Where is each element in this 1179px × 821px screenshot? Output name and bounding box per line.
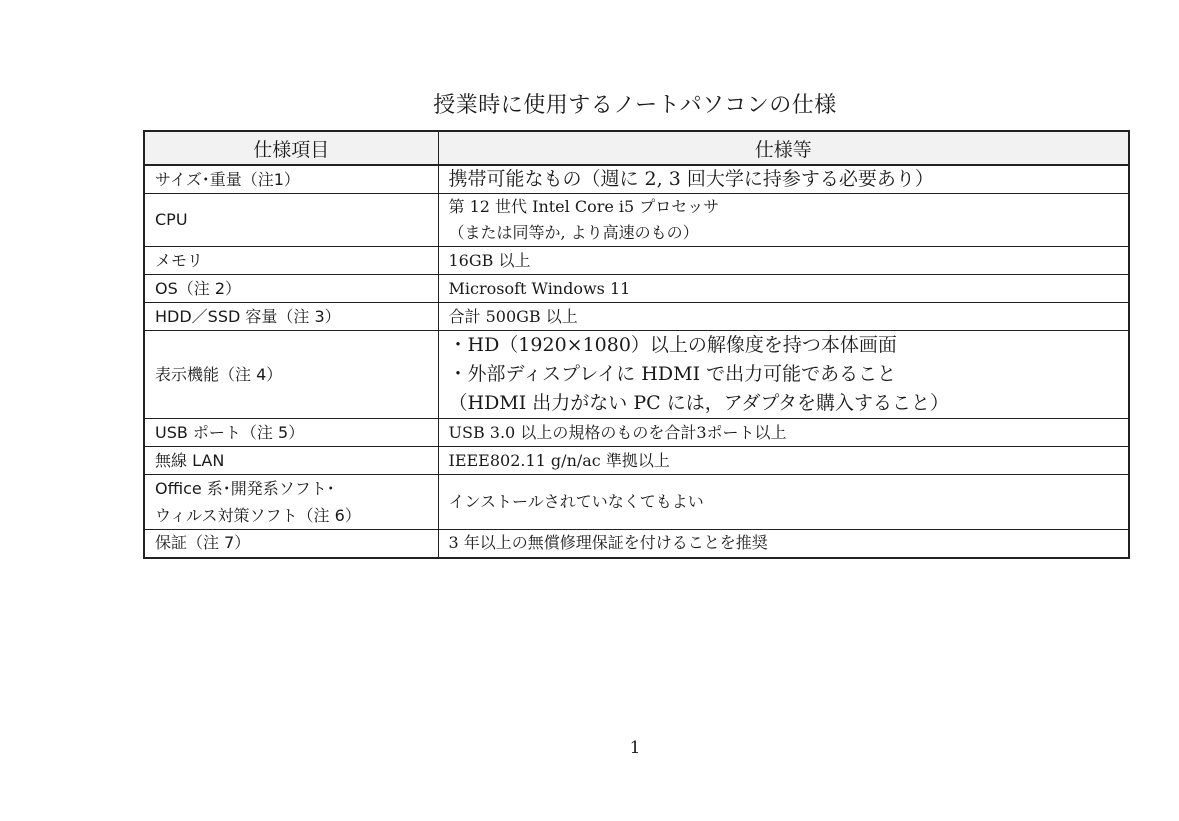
table-row (144, 303, 1129, 331)
spec-label: 保証（注 7） (144, 530, 438, 558)
spec-label: メモリ (144, 247, 438, 275)
spec-label: 無線 LAN (144, 447, 438, 475)
table-header-row (144, 131, 1129, 165)
spec-value: ・HD（1920×1080）以上の解像度を持つ本体画面 ・外部ディスプレイに HDMI で出力可能であること （HDMI 出力がない PC には，アダプタを購入すること） (438, 331, 1129, 419)
spec-value: 3 年以上の無償修理保証を付けることを推奨 (438, 530, 1129, 558)
spec-value: 第 12 世代 Intel Core i5 プロセッサ （または同等か, より高速のもの） (438, 194, 1129, 247)
spec-value: 携帯可能なもの（週に 2, 3 回大学に持参する必要あり） (438, 165, 1129, 194)
spec-value: USB 3.0 以上の規格のものを合計3ポート以上 (438, 419, 1129, 447)
column-header-item: 仕様項目 (144, 131, 438, 165)
table-row (144, 247, 1129, 275)
spec-label: CPU (144, 194, 438, 247)
spec-value: IEEE802.11 g/n/ac 準拠以上 (438, 447, 1129, 475)
table-row (144, 165, 1129, 194)
table-row (144, 419, 1129, 447)
spec-value: 16GB 以上 (438, 247, 1129, 275)
column-header-spec: 仕様等 (438, 131, 1129, 165)
table-row (144, 530, 1129, 558)
table-row (144, 447, 1129, 475)
spec-label: 表示機能（注 4） (144, 331, 438, 419)
table-row (144, 275, 1129, 303)
document-title: 授業時に使用するノートパソコンの仕様 (433, 93, 837, 118)
table-row (144, 194, 1129, 247)
table-row (144, 475, 1129, 530)
spec-label: HDD／SSD 容量（注 3） (144, 303, 438, 331)
spec-label: Office 系･開発系ソフト･ ウィルス対策ソフト（注 6） (144, 475, 438, 530)
spec-label: サイズ･重量（注1） (144, 165, 438, 194)
table-row (144, 331, 1129, 419)
spec-value: Microsoft Windows 11 (438, 275, 1129, 303)
spec-value: 合計 500GB 以上 (438, 303, 1129, 331)
page-number: 1 (629, 738, 641, 758)
spec-value: インストールされていなくてもよい (438, 475, 1129, 530)
spec-table (143, 130, 1130, 559)
spec-label: OS（注 2） (144, 275, 438, 303)
spec-label: USB ポート（注 5） (144, 419, 438, 447)
